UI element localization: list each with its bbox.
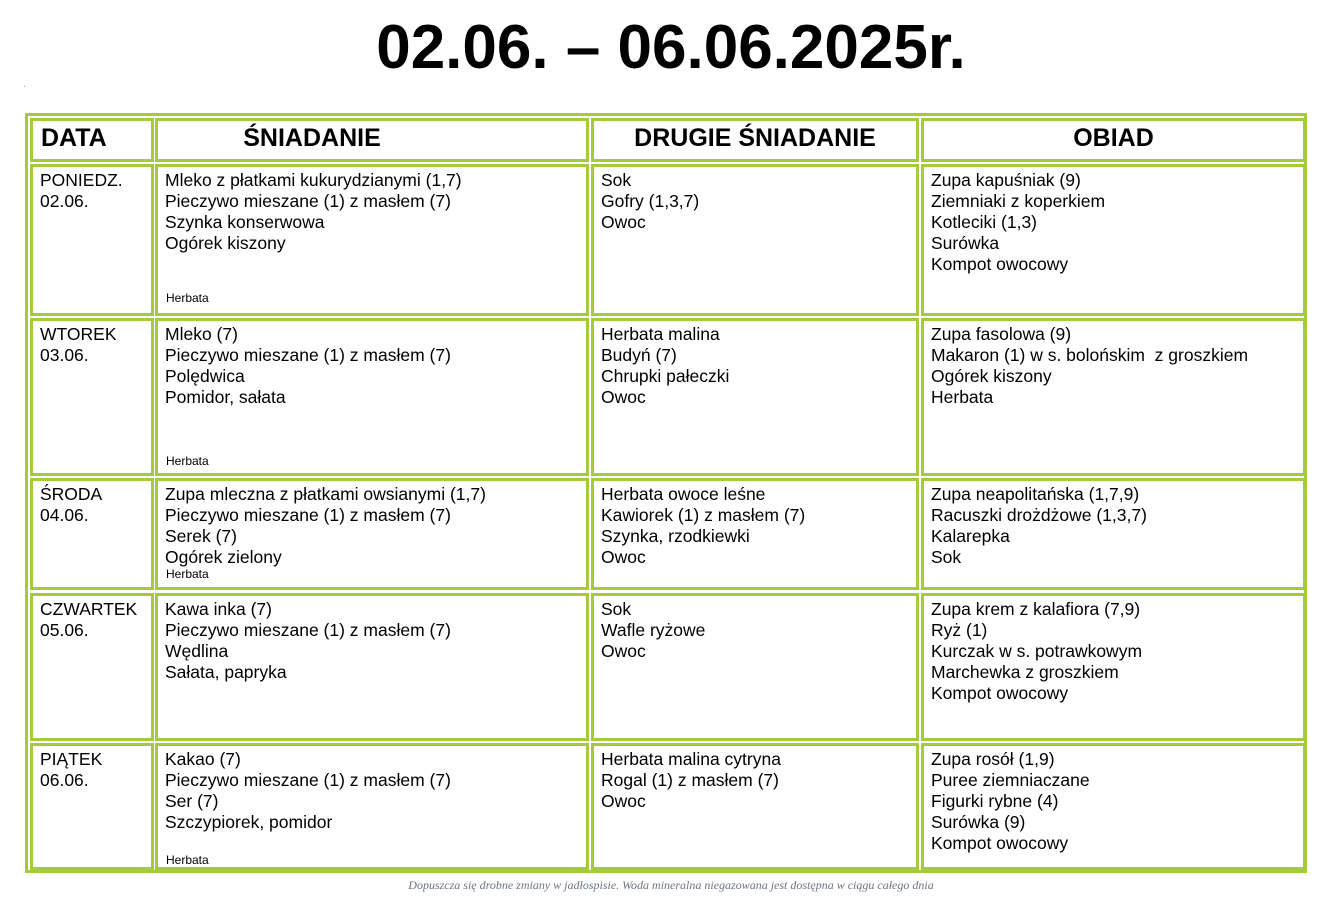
obiad-cell	[921, 478, 1306, 590]
menu-item: Herbata malina	[601, 324, 720, 344]
menu-item: Sok	[601, 599, 632, 619]
menu-item: Mleko z płatkami kukurydzianymi (1,7)	[165, 170, 462, 190]
sniadanie-cell	[155, 478, 589, 590]
menu-item: Owoc	[601, 547, 646, 567]
header-sniadanie-label: ŚNIADANIE	[243, 124, 381, 152]
drugie-sniadanie-cell	[591, 318, 919, 476]
menu-item: Pieczywo mieszane (1) z masłem (7)	[165, 620, 451, 640]
menu-item: Ziemniaki z koperkiem	[931, 191, 1106, 211]
menu-item: Surówka	[931, 233, 1000, 253]
header-obiad-label: OBIAD	[1073, 124, 1154, 152]
menu-item: Herbata	[931, 387, 994, 407]
menu-item: Figurki rybne (4)	[931, 791, 1059, 811]
sniadanie-cell	[155, 318, 589, 476]
drugie-sniadanie-cell	[591, 478, 919, 590]
menu-item: Ogórek zielony	[165, 547, 282, 567]
menu-item: Szynka, rzodkiewki	[601, 526, 750, 546]
day-cell	[30, 593, 154, 741]
day-date: 03.06.	[40, 345, 89, 365]
obiad-cell	[921, 743, 1306, 870]
header-sniadanie	[155, 118, 589, 162]
menu-item: Pieczywo mieszane (1) z masłem (7)	[165, 505, 451, 525]
menu-item: Rogal (1) z masłem (7)	[601, 770, 779, 790]
header-drugie-label: DRUGIE ŚNIADANIE	[634, 124, 876, 152]
menu-item: Herbata owoce leśne	[601, 484, 766, 504]
day-cell	[30, 743, 154, 870]
menu-item-small: Herbata	[166, 454, 209, 468]
day-name: ŚRODA	[40, 484, 103, 504]
menu-item: Kakao (7)	[165, 749, 241, 769]
sniadanie-cell	[155, 743, 589, 870]
menu-item: Chrupki pałeczki	[601, 366, 730, 386]
menu-item: Zupa kapuśniak (9)	[931, 170, 1081, 190]
menu-item: Makaron (1) w s. bolońskim z groszkiem	[931, 345, 1249, 365]
drugie-sniadanie-cell	[591, 593, 919, 741]
menu-item: Sok	[601, 170, 632, 190]
menu-item: Puree ziemniaczane	[931, 770, 1090, 790]
menu-item: Ser (7)	[165, 791, 219, 811]
day-name: PONIEDZ.	[40, 170, 123, 190]
day-name: WTOREK	[40, 324, 117, 344]
stray-mark: '	[24, 86, 26, 92]
menu-item: Ryż (1)	[931, 620, 988, 640]
menu-item: Ogórek kiszony	[165, 233, 286, 253]
menu-item: Szynka konserwowa	[165, 212, 325, 232]
day-date: 05.06.	[40, 620, 89, 640]
menu-item: Pieczywo mieszane (1) z masłem (7)	[165, 770, 451, 790]
menu-item: Zupa fasolowa (9)	[931, 324, 1072, 344]
menu-item: Pieczywo mieszane (1) z masłem (7)	[165, 345, 451, 365]
menu-item: Kalarepka	[931, 526, 1010, 546]
sniadanie-cell	[155, 164, 589, 316]
menu-item: Serek (7)	[165, 526, 237, 546]
sniadanie-cell	[155, 593, 589, 741]
menu-item: Pieczywo mieszane (1) z masłem (7)	[165, 191, 451, 211]
day-date: 02.06.	[40, 191, 89, 211]
header-obiad	[921, 118, 1306, 162]
menu-item: Sałata, papryka	[165, 662, 287, 682]
menu-item: Kawiorek (1) z masłem (7)	[601, 505, 806, 525]
day-cell	[30, 478, 154, 590]
menu-item: Szczypiorek, pomidor	[165, 812, 333, 832]
menu-item-small: Herbata	[166, 291, 209, 305]
day-date: 04.06.	[40, 505, 89, 525]
day-cell	[30, 164, 154, 316]
menu-item: Kawa inka (7)	[165, 599, 272, 619]
menu-item: Herbata malina cytryna	[601, 749, 781, 769]
day-name: PIĄTEK	[40, 749, 103, 769]
menu-item: Sok	[931, 547, 962, 567]
page-title: 02.06. – 06.06.2025r.	[376, 13, 966, 82]
drugie-sniadanie-cell	[591, 164, 919, 316]
menu-item: Marchewka z groszkiem	[931, 662, 1119, 682]
header-data	[30, 118, 154, 162]
menu-item-small: Herbata	[166, 853, 209, 867]
menu-item: Ogórek kiszony	[931, 366, 1052, 386]
obiad-cell	[921, 318, 1306, 476]
menu-item: Racuszki drożdżowe (1,3,7)	[931, 505, 1147, 525]
menu-item: Kompot owocowy	[931, 833, 1069, 853]
menu-item: Kurczak w s. potrawkowym	[931, 641, 1143, 661]
menu-item: Zupa neapolitańska (1,7,9)	[931, 484, 1140, 504]
menu-item: Zupa mleczna z płatkami owsianymi (1,7)	[165, 484, 486, 504]
menu-item: Kompot owocowy	[931, 254, 1069, 274]
menu-item: Kotleciki (1,3)	[931, 212, 1038, 232]
menu-item: Owoc	[601, 641, 646, 661]
menu-item: Polędwica	[165, 366, 245, 386]
obiad-cell	[921, 593, 1306, 741]
menu-item: Owoc	[601, 212, 646, 232]
menu-item: Owoc	[601, 387, 646, 407]
day-name: CZWARTEK	[40, 599, 138, 619]
menu-item: Surówka (9)	[931, 812, 1026, 832]
menu-item: Owoc	[601, 791, 646, 811]
header-data-label: DATA	[41, 124, 107, 152]
menu-item: Mleko (7)	[165, 324, 238, 344]
menu-item: Gofry (1,3,7)	[601, 191, 700, 211]
footer-note: Dopuszcza się drobne zmiany w jadłospisie. Woda mineralna niegazowana jest dostępna w ciągu całego dnia	[408, 878, 934, 892]
menu-item: Wafle ryżowe	[601, 620, 706, 640]
day-date: 06.06.	[40, 770, 89, 790]
menu-item: Zupa krem z kalafiora (7,9)	[931, 599, 1141, 619]
menu-item: Pomidor, sałata	[165, 387, 286, 407]
menu-item-small: Herbata	[166, 567, 209, 581]
obiad-cell	[921, 164, 1306, 316]
menu-item: Zupa rosół (1,9)	[931, 749, 1055, 769]
menu-item: Kompot owocowy	[931, 683, 1069, 703]
day-cell	[30, 318, 154, 476]
drugie-sniadanie-cell	[591, 743, 919, 870]
menu-item: Wędlina	[165, 641, 229, 661]
menu-item: Budyń (7)	[601, 345, 677, 365]
header-drugie-sniadanie	[591, 118, 919, 162]
